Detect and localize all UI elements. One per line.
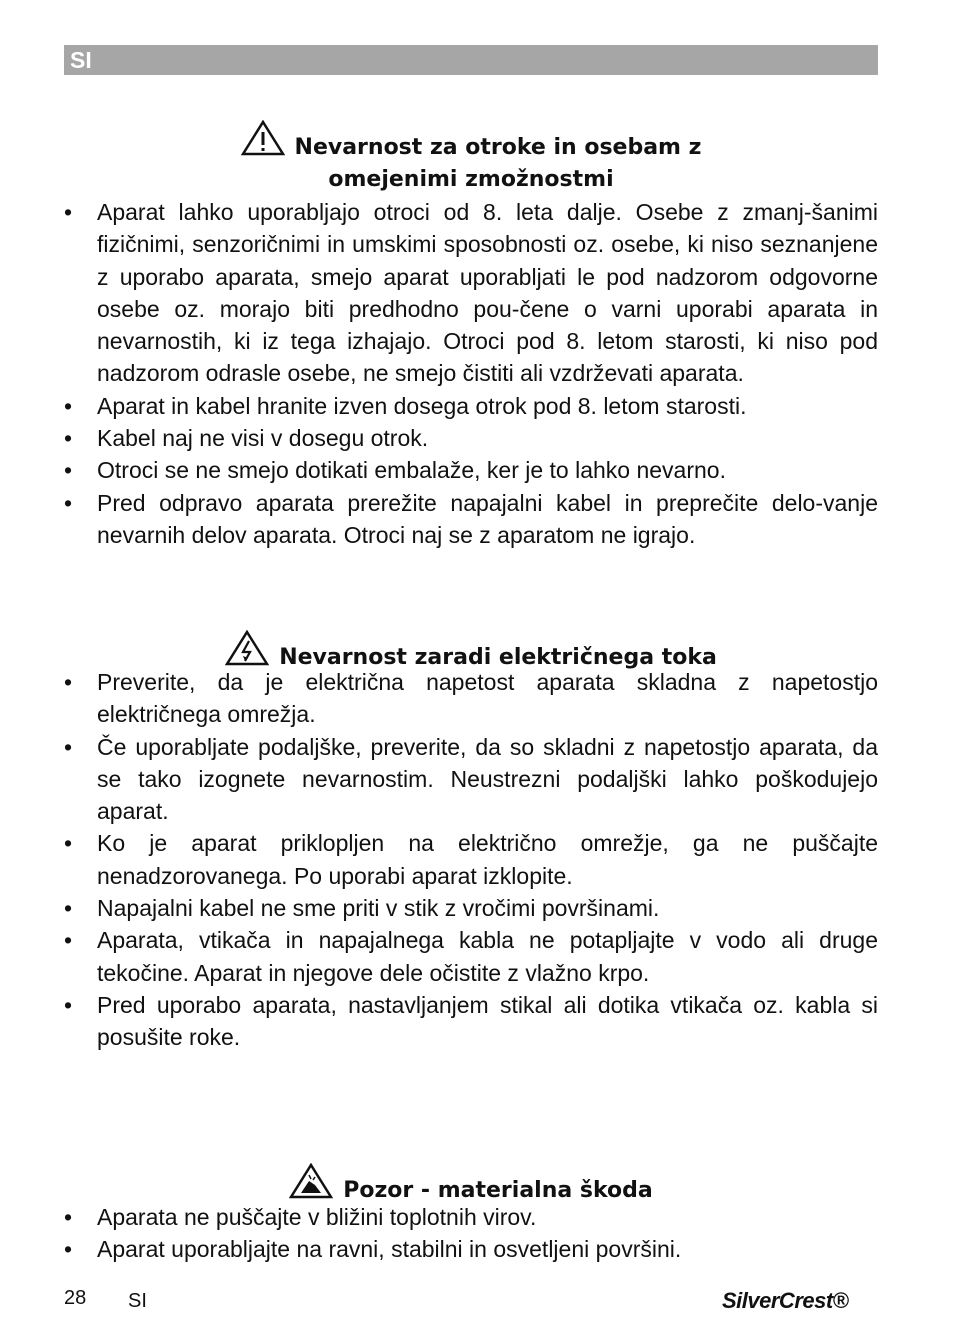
list-item: • Aparata ne puščajte v bližini toplotnih virov. bbox=[64, 1201, 878, 1233]
section-title-line2: omejenimi zmožnostmi bbox=[328, 167, 614, 192]
list-item: • Preverite, da je električna napetost aparata skladna z napetostjo električnega omrežja. bbox=[64, 666, 878, 731]
list-item: • Aparat lahko uporabljajo otroci od 8. leta dalje. Osebe z zmanj-šanimi fizičnimi, senzoričnimi in umskimi sposobnosti oz. osebe, ki niso seznanjene z uporabo aparata, smejo aparat uporabljati le pod nadzorom odgovorne osebe oz. morajo biti predhodno pou-čene o varni uporabi aparata in nevarnostih, ki iz tega izhajajo. Otroci pod 8. letom starosti, ki niso pod nadzorom odrasle osebe, ne smejo čistiti ali vzdrževati aparata. bbox=[64, 196, 878, 390]
language-bar bbox=[64, 45, 878, 75]
list-item: • Ko je aparat priklopljen na električno omrežje, ga ne puščajte nenadzorovanega. Po uporabi aparat izklopite. bbox=[64, 827, 878, 892]
list-item: • Pred odpravo aparata prerežite napajalni kabel in preprečite delo-vanje nevarnih delov aparata. Otroci naj se z aparatom ne igrajo. bbox=[64, 487, 878, 552]
list-item: • Napajalni kabel ne sme priti v stik z vročimi površinami. bbox=[64, 892, 878, 924]
section-heading-children-line2 bbox=[64, 160, 878, 200]
list-item: • Aparat uporabljajte na ravni, stabilni in osvetljeni površini. bbox=[64, 1233, 878, 1265]
list-item: • Kabel naj ne visi v dosegu otrok. bbox=[64, 422, 878, 454]
list-material-safety bbox=[64, 1201, 878, 1266]
section-title-line1: Nevarnost za otroke in osebam z bbox=[294, 135, 702, 160]
list-electric-safety bbox=[64, 666, 878, 1054]
section-title: Nevarnost zaradi električnega toka bbox=[279, 645, 717, 670]
list-item: • Aparata, vtikača in napajalnega kabla ne potapljajte v vodo ali druge tekočine. Aparat in njegove dele očistite z vlažno krpo. bbox=[64, 924, 878, 989]
section-title: Pozor - materialna škoda bbox=[343, 1178, 653, 1203]
footer-language-code: SI bbox=[128, 1290, 147, 1312]
brand-logo: SilverCrest® bbox=[722, 1288, 849, 1313]
list-item: • Otroci se ne smejo dotikati embalaže, ker je to lahko nevarno. bbox=[64, 454, 878, 486]
language-code: SI bbox=[70, 47, 92, 73]
list-item: • Pred uporabo aparata, nastavljanjem stikal ali dotika vtikača oz. kabla si posušite roke. bbox=[64, 989, 878, 1054]
list-item: • Če uporabljate podaljške, preverite, da so skladni z napetostjo aparata, da se tako izognete nevarnostim. Neustrezni podaljški lahko poškodujejo aparat. bbox=[64, 731, 878, 828]
page-number: 28 bbox=[64, 1287, 87, 1309]
list-children-safety bbox=[64, 196, 878, 551]
list-item: • Aparat in kabel hranite izven dosega otrok pod 8. letom starosti. bbox=[64, 390, 878, 422]
